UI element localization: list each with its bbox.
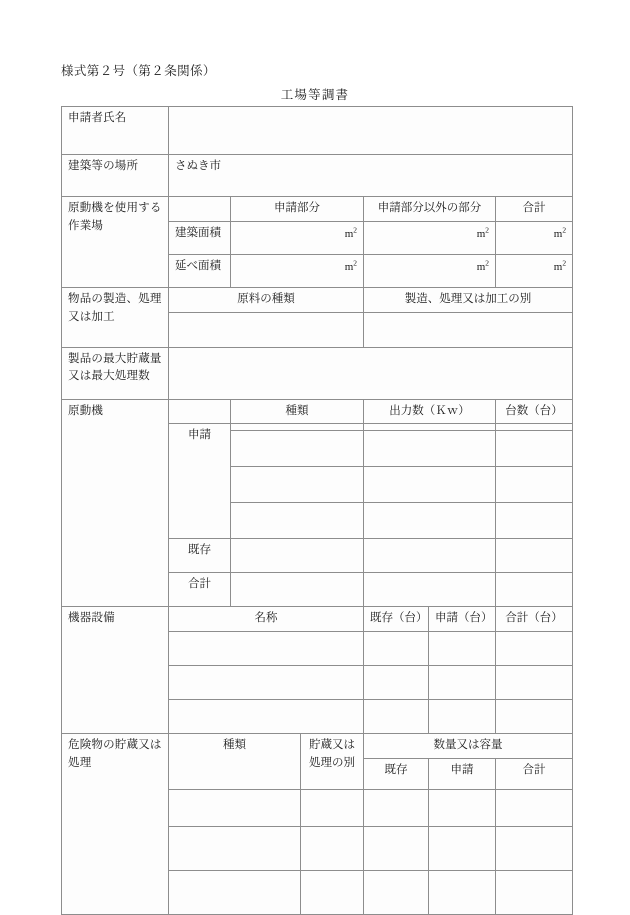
equipment-label: 機器設備: [62, 607, 169, 734]
motor-applied-output-field-1[interactable]: [364, 424, 496, 431]
motor-applied-count-field-2[interactable]: [496, 431, 573, 467]
equipment-header-applied: 申請（台）: [429, 607, 496, 632]
max-storage-field[interactable]: [169, 347, 573, 399]
equipment-applied-field-1[interactable]: [429, 632, 496, 666]
hazard-kind-field-2[interactable]: [169, 827, 301, 871]
hazard-applied-field-3[interactable]: [429, 871, 496, 915]
motor-applied-kind-field-1[interactable]: [231, 424, 364, 431]
hazard-existing-field-2[interactable]: [364, 827, 429, 871]
motor-applied-count-field-1[interactable]: [496, 424, 573, 431]
motor-applied-kind-field-2[interactable]: [231, 431, 364, 467]
hazard-kind-field-1[interactable]: [169, 790, 301, 827]
workshop-header-applied-part: 申請部分: [231, 197, 364, 222]
motor-header-output: 出力数（Ｋｗ）: [364, 399, 496, 424]
motor-existing-output-field[interactable]: [364, 539, 496, 573]
building-area-applied-field[interactable]: [231, 221, 364, 254]
motor-existing-kind-field[interactable]: [231, 539, 364, 573]
workshop-header-blank: [169, 197, 231, 222]
total-floor-area-other-field[interactable]: [364, 254, 496, 287]
table-row-equipment-header: [62, 607, 573, 632]
unit-square-meter-icon: $m^2$: [553, 258, 567, 274]
workshop-header-total: 合計: [496, 197, 573, 222]
motor-total-count-field[interactable]: [496, 573, 573, 607]
applicant-name-field[interactable]: [169, 107, 573, 155]
motor-total-kind-field[interactable]: [231, 573, 364, 607]
motor-applied-output-field-2[interactable]: [364, 431, 496, 467]
max-storage-label: 製品の最大貯蔵量又は最大処理数: [62, 347, 169, 399]
table-row-hazard-header-1: [62, 734, 573, 759]
equipment-name-field-3[interactable]: [169, 700, 364, 734]
hazard-header-existing: 既存: [364, 759, 429, 790]
motor-group-total-label: 合計: [169, 573, 231, 607]
workshop-label: 原動機を使用する作業場: [62, 197, 169, 288]
workshop-row-label-building-area: 建築面積: [169, 221, 231, 254]
hazard-storage-field-3[interactable]: [301, 871, 364, 915]
hazard-header-quantity-or-volume: 数量又は容量: [364, 734, 573, 759]
page-title: [0, 85, 630, 103]
hazard-label: 危険物の貯蔵又は処理: [62, 734, 169, 915]
unit-square-meter-icon: $m^2$: [553, 225, 567, 241]
applicant-name-label: 申請者氏名: [62, 107, 169, 155]
manufacture-process-kind-field[interactable]: [364, 312, 573, 347]
motor-applied-count-field-4[interactable]: [496, 503, 573, 539]
table-row-applicant-name: [62, 107, 573, 155]
manufacture-material-type-field[interactable]: [169, 312, 364, 347]
hazard-storage-field-1[interactable]: [301, 790, 364, 827]
total-floor-area-total-field[interactable]: [496, 254, 573, 287]
building-area-other-field[interactable]: [364, 221, 496, 254]
form-number: 様式第２号（第２条関係）: [61, 64, 216, 78]
hazard-applied-field-1[interactable]: [429, 790, 496, 827]
motor-header-count: 台数（台）: [496, 399, 573, 424]
hazard-applied-field-2[interactable]: [429, 827, 496, 871]
equipment-header-total: 合計（台）: [496, 607, 573, 632]
motor-group-existing-label: 既存: [169, 539, 231, 573]
motor-total-output-field[interactable]: [364, 573, 496, 607]
hazard-existing-field-3[interactable]: [364, 871, 429, 915]
hazard-header-applied: 申請: [429, 759, 496, 790]
hazard-existing-field-1[interactable]: [364, 790, 429, 827]
workshop-header-other-part: 申請部分以外の部分: [364, 197, 496, 222]
equipment-header-existing: 既存（台）: [364, 607, 429, 632]
hazard-header-storage-or-process: 貯蔵又は処理の別: [301, 734, 364, 790]
hazard-storage-field-2[interactable]: [301, 827, 364, 871]
hazard-header-total: 合計: [496, 759, 573, 790]
motor-applied-output-field-3[interactable]: [364, 467, 496, 503]
factory-survey-table: [61, 106, 573, 915]
manufacture-label: 物品の製造、処理又は加工: [62, 287, 169, 347]
equipment-total-field-3[interactable]: [496, 700, 573, 734]
total-floor-area-applied-field[interactable]: [231, 254, 364, 287]
hazard-total-field-1[interactable]: [496, 790, 573, 827]
equipment-applied-field-2[interactable]: [429, 666, 496, 700]
equipment-existing-field-3[interactable]: [364, 700, 429, 734]
motor-existing-count-field[interactable]: [496, 539, 573, 573]
hazard-header-kind: 種類: [169, 734, 301, 790]
hazard-kind-field-3[interactable]: [169, 871, 301, 915]
equipment-name-field-2[interactable]: [169, 666, 364, 700]
hazard-total-field-3[interactable]: [496, 871, 573, 915]
unit-square-meter-icon: $m^2$: [344, 225, 357, 241]
equipment-total-field-2[interactable]: [496, 666, 573, 700]
motor-applied-output-field-4[interactable]: [364, 503, 496, 539]
motor-group-applied-label: 申請: [169, 424, 231, 539]
location-field[interactable]: さぬき市: [169, 155, 573, 197]
manufacture-header-process-kind: 製造、処理又は加工の別: [364, 287, 573, 312]
equipment-name-field-1[interactable]: [169, 632, 364, 666]
equipment-header-name: 名称: [169, 607, 364, 632]
table-row-max-storage: [62, 347, 573, 399]
motor-applied-kind-field-3[interactable]: [231, 467, 364, 503]
motor-applied-kind-field-4[interactable]: [231, 503, 364, 539]
motor-label: 原動機: [62, 399, 169, 607]
location-label: 建築等の場所: [62, 155, 169, 197]
equipment-existing-field-1[interactable]: [364, 632, 429, 666]
motor-applied-count-field-3[interactable]: [496, 467, 573, 503]
hazard-total-field-2[interactable]: [496, 827, 573, 871]
equipment-existing-field-2[interactable]: [364, 666, 429, 700]
equipment-total-field-1[interactable]: [496, 632, 573, 666]
motor-header-blank: [169, 399, 231, 424]
workshop-row-label-total-floor-area: 延べ面積: [169, 254, 231, 287]
unit-square-meter-icon: $m^2$: [476, 258, 489, 274]
table-row-workshop-header: [62, 197, 573, 222]
table-row-location: [62, 155, 573, 197]
manufacture-header-material-type: 原料の種類: [169, 287, 364, 312]
table-row-motor-header: [62, 399, 573, 424]
page-title-text: 工場等調書: [280, 88, 350, 102]
equipment-applied-field-3[interactable]: [429, 700, 496, 734]
table-row-manufacture-header: [62, 287, 573, 312]
unit-square-meter-icon: $m^2$: [476, 225, 489, 241]
building-area-total-field[interactable]: [496, 221, 573, 254]
unit-square-meter-icon: $m^2$: [344, 258, 357, 274]
motor-header-kind: 種類: [231, 399, 364, 424]
